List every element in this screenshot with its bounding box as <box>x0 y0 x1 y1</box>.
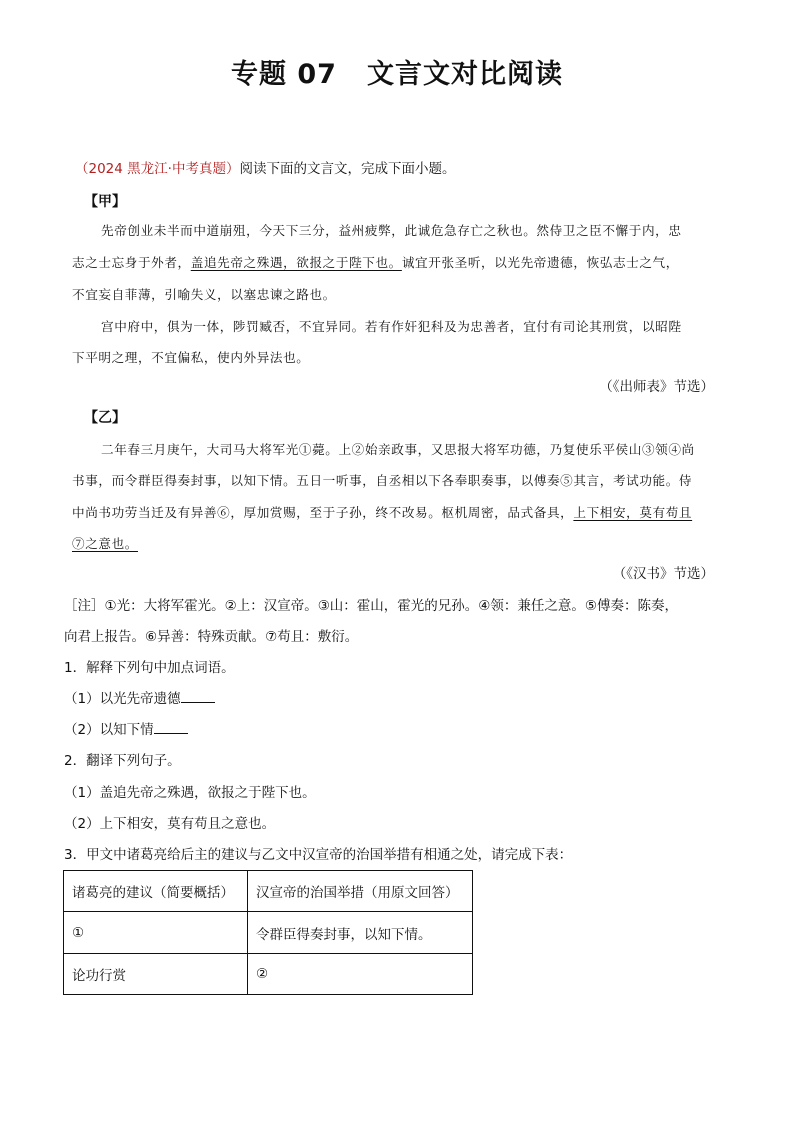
intro-text: 阅读下面的文言文，完成下面小题。 <box>239 161 456 177</box>
question-2: 2．翻译下列句子。 <box>64 753 181 769</box>
passage-b-line-4: ⑦之意也。 <box>72 536 138 551</box>
notes-line-1: ［注］①光：大将军霍光。②上：汉宣帝。③山：霍山，霍光的兄孙。④领：兼任之意。⑤傅奏：陈奏， <box>64 598 679 614</box>
table-header-cell: 诸葛亮的建议（简要概括） <box>64 871 248 912</box>
passage-a-line-1: 先帝创业未半而中道崩殂，今天下三分，益州疲弊，此诚危急存亡之秋也。然侍卫之臣不懈于内，忠 <box>101 223 682 238</box>
intro-line <box>75 160 455 178</box>
table-cell: 令群臣得奏封事，以知下情。 <box>248 912 473 954</box>
passage-a-line-2: 志之士忘身于外者，盖追先帝之殊遇，欲报之于陛下也。诚宜开张圣听，以光先帝遗德，恢弘志士之气， <box>72 255 679 270</box>
answer-blank[interactable] <box>181 690 215 703</box>
question-1-item-2: （2）以知下情 <box>64 721 188 739</box>
passage-a-line-5: 下平明之理，不宜偏私，使内外异法也。 <box>72 350 310 365</box>
answer-table <box>63 870 473 995</box>
question-source: （2024 黑龙江·中考真题） <box>75 161 240 177</box>
question-3: 3．甲文中诸葛亮给后主的建议与乙文中汉宣帝的治国举措有相通之处，请完成下表： <box>64 847 573 863</box>
passage-b-line-3: 中尚书功劳当迁及有异善⑥，厚加赏赐，至于子孙，终不改易。枢机周密，品式备具，上下相安，莫有苟且 <box>72 505 693 520</box>
passage-a-source: （《出师表》节选） <box>599 379 714 395</box>
question-2-item-1: （1）盖追先帝之殊遇，欲报之于陛下也。 <box>64 785 316 801</box>
notes-line-2: 向君上报告。⑥异善：特殊贡献。⑦苟且：敷衍。 <box>64 629 359 645</box>
page-title: 专题 07 文言文对比阅读 <box>231 59 563 90</box>
table-header-cell: 汉宣帝的治国举措（用原文回答） <box>248 871 473 912</box>
table-cell-answer[interactable]: ② <box>248 954 473 995</box>
passage-a-line-4: 宫中府中，俱为一体，陟罚臧否，不宜异同。若有作奸犯科及为忠善者，宜付有司论其刑赏，以昭陛 <box>101 319 682 334</box>
passage-b-source: （《汉书》节选） <box>612 566 714 582</box>
table-cell-answer[interactable]: ① <box>64 912 248 954</box>
table-row <box>64 912 473 954</box>
passage-a-label: 【甲】 <box>84 194 126 210</box>
table-row <box>64 954 473 995</box>
passage-b-label: 【乙】 <box>84 410 126 426</box>
table-header-row <box>64 871 473 912</box>
passage-b-line-2: 书事，而令群臣得奏封事，以知下情。五日一听事，自丞相以下各奉职奏事，以傅奏⑤其言，考试功能。侍 <box>72 473 693 488</box>
passage-b-line-1: 二年春三月庚午，大司马大将军光①薨。上②始亲政事，又思报大将军功德，乃复使乐平侯山③领④尚 <box>101 442 695 457</box>
question-1-item-1: （1）以光先帝遗德 <box>64 690 215 708</box>
question-1: 1．解释下列句中加点词语。 <box>64 660 235 676</box>
question-2-item-2: （2）上下相安，莫有苟且之意也。 <box>64 816 276 832</box>
passage-a-line-3: 不宜妄自菲薄，引喻失义，以塞忠谏之路也。 <box>72 287 336 302</box>
table-cell: 论功行赏 <box>64 954 248 995</box>
answer-blank[interactable] <box>154 721 188 734</box>
underlined-sentence-a: 盖追先帝之殊遇，欲报之于陛下也。 <box>190 255 402 270</box>
underlined-sentence-b: 上下相安，莫有苟且 <box>573 505 693 520</box>
